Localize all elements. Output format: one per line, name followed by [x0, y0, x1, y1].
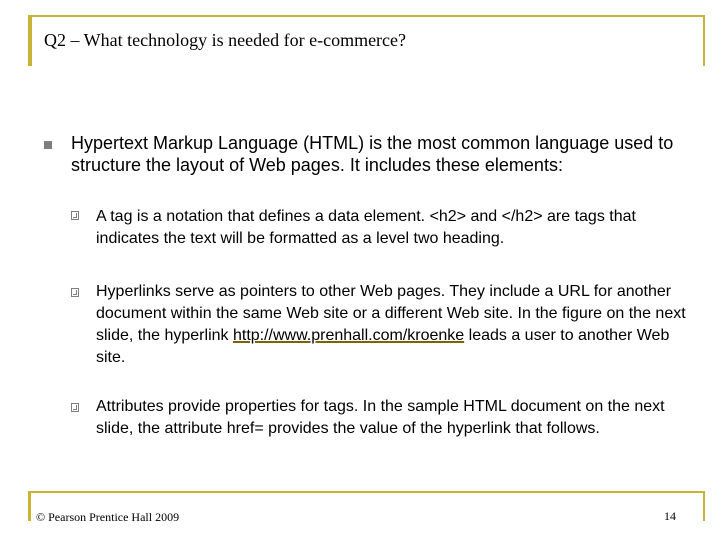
- hollow-square-bullet-icon: [71, 211, 79, 220]
- sub-bullet-hyperlink-text: [96, 281, 691, 369]
- copyright-footer: © Pearson Prentice Hall 2009: [36, 510, 180, 524]
- hollow-square-bullet-icon: [71, 288, 79, 297]
- hyperlink-text-before: Hyperlinks serve as pointers to other Web pages. They include a URL for another document within the same Web site or a different Web site. In the figure on the next slide, the hyperlink: [96, 283, 686, 344]
- sub-bullet-tag-text: A tag is a notation that defines a data element. <h2> and </h2> are tags that indicates the text will be formatted as a level two heading.: [96, 208, 636, 247]
- footer-frame-left: [28, 491, 31, 521]
- title-frame-left-bar: [28, 15, 32, 66]
- prenhall-link[interactable]: http://www.prenhall.com/kroenke: [232, 327, 465, 344]
- main-bullet-text: Hypertext Markup Language (HTML) is the most common language used to structure the layout of Web pages. It includes these elements:: [71, 133, 674, 175]
- slide-title: Q2 – What technology is needed for e-commerce?: [44, 30, 407, 50]
- page-number: 14: [664, 509, 676, 523]
- footer-frame-right: [703, 491, 705, 521]
- hollow-square-bullet-icon: [71, 403, 79, 412]
- square-bullet-icon: [44, 141, 52, 149]
- hyperlink-text-after: leads a user to another Web site.: [96, 327, 670, 366]
- sub-bullet-attributes-text: Attributes provide properties for tags. In the sample HTML document on the next slide, the attribute href= provides the value of the hyperlink that follows.: [96, 398, 665, 437]
- footer-frame-top: [28, 491, 705, 493]
